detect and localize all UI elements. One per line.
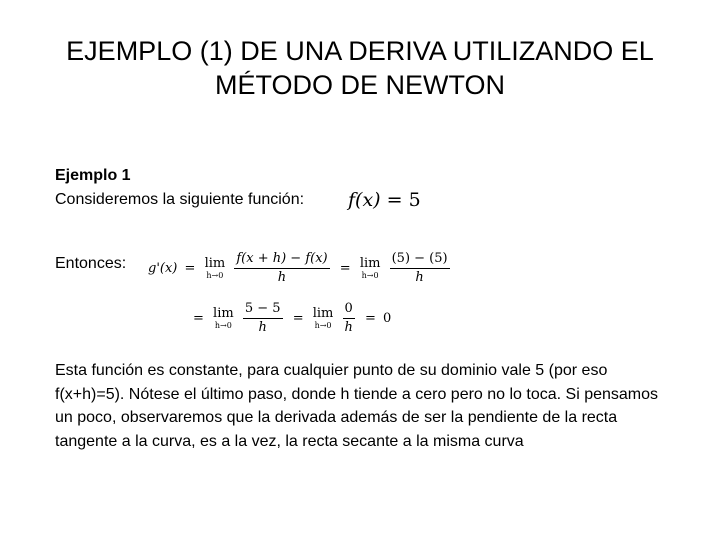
limit-4 [313, 307, 334, 330]
fraction-2-numerator: (5) − (5) [390, 250, 450, 269]
function-equals: = [386, 189, 403, 211]
limit-2 [360, 257, 381, 280]
function-definition [348, 188, 421, 212]
fraction-2-denominator: h [415, 270, 424, 285]
limit-3 [213, 307, 234, 330]
line2-equals-2: = [292, 311, 304, 326]
derivation-line-2 [190, 300, 391, 337]
fraction-1-denominator: h [277, 270, 287, 285]
derivation-label: Entonces: [55, 255, 127, 272]
limit-4-word: lim [312, 306, 334, 321]
function-rhs: 5 [408, 189, 421, 211]
fraction-2 [390, 250, 450, 287]
derivative-lhs: g'(x) [148, 261, 178, 276]
example-intro: Consideremos la siguiente función: [55, 191, 305, 208]
fraction-4-denominator: h [344, 320, 353, 335]
limit-1-sub: h→0 [206, 271, 224, 280]
fraction-3-numerator: 5 − 5 [243, 300, 283, 319]
limit-1-word: lim [204, 256, 226, 271]
fraction-3-denominator: h [258, 320, 267, 335]
limit-2-word: lim [359, 256, 381, 271]
limit-4-sub: h→0 [314, 321, 332, 330]
line1-equals: = [184, 261, 196, 276]
line1-equals-2: = [339, 261, 351, 276]
derivation-line-1 [148, 250, 453, 287]
fraction-1-numerator: f(x + h) − f(x) [234, 250, 329, 269]
limit-3-sub: h→0 [214, 321, 232, 330]
fraction-3 [243, 300, 283, 337]
title-line-1: EJEMPLO (1) DE UNA DERIVA UTILIZANDO EL [66, 36, 654, 66]
fraction-1 [234, 250, 329, 287]
limit-3-word: lim [213, 306, 234, 321]
line2-equals: = [193, 311, 204, 326]
limit-1 [205, 257, 226, 280]
line2-equals-3: = [364, 311, 376, 326]
function-lhs: f(x) [348, 189, 381, 211]
limit-2-sub: h→0 [361, 271, 379, 280]
slide-title [0, 34, 720, 102]
derivation-result: 0 [383, 311, 392, 326]
example-heading: Ejemplo 1 [55, 167, 131, 184]
fraction-4 [343, 300, 355, 337]
fraction-4-numerator: 0 [343, 300, 355, 319]
explanation-paragraph: Esta función es constante, para cualquier punto de su dominio vale 5 (por eso f(x+h)=5). Nótese el último paso, donde h tiende a cero pero no lo toca. Si pensamos un poco, observaremos que la derivada además de ser la pendiente de la recta tangente a la curva, es a la vez, la recta secante a la misma curva [55, 362, 659, 450]
title-line-2: MÉTODO DE NEWTON [214, 70, 505, 100]
